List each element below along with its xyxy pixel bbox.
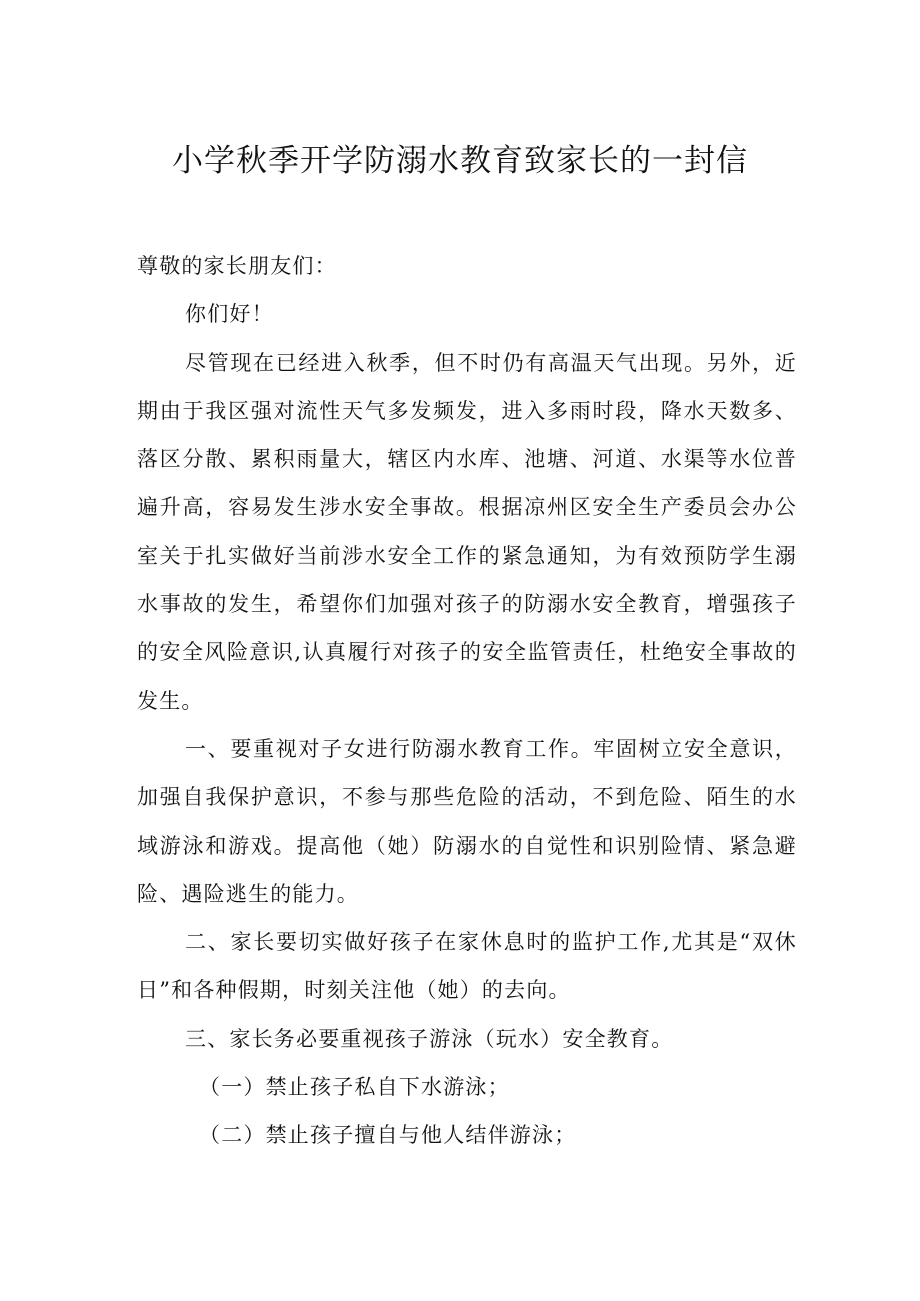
greeting: 你们好！ bbox=[185, 302, 274, 327]
paragraph-point-two: 二、家长要切实做好孩子在家休息时的监护工作,尤其是“双休日”和各种假期，时刻关注他（她）的去向。 bbox=[137, 930, 797, 1003]
paragraph-point-three: 三、家长务必要重视孩子游泳（玩水）安全教育。 bbox=[185, 1026, 674, 1051]
paragraph-intro: 尽管现在已经进入秋季，但不时仍有高温天气出现。另外，近期由于我区强对流性天气多发频发，进入多雨时段，降水天数多、落区分散、累积雨量大，辖区内水库、池塘、河道、水渠等水位普遍升高，容易发生涉水安全事故。根据凉州区安全生产委员会办公室关于扎实做好当前涉水安全工作的紧急通知，为有效预防学生溺水事故的发生，希望你们加强对孩子的防溺水安全教育，增强孩子的安全风险意识,认真履行对孩子的安全监管责任，杜绝安全事故的发生。 bbox=[137, 350, 797, 713]
salutation: 尊敬的家长朋友们： bbox=[137, 254, 337, 278]
list-item: （二）禁止孩子擅自与他人结伴游泳； bbox=[199, 1123, 577, 1148]
paragraph-point-one: 一、要重视对子女进行防溺水教育工作。牢固树立安全意识，加强自我保护意识，不参与那些危险的活动，不到危险、陌生的水域游泳和游戏。提高他（她）防溺水的自觉性和识别险情、紧急避险、遇险逃生的能力。 bbox=[137, 736, 797, 906]
document-body bbox=[137, 242, 797, 1160]
document-title: 小学秋季开学防溺水教育致家长的一封信 bbox=[172, 143, 748, 179]
list-item: （一）禁止孩子私自下水游泳； bbox=[199, 1075, 510, 1100]
